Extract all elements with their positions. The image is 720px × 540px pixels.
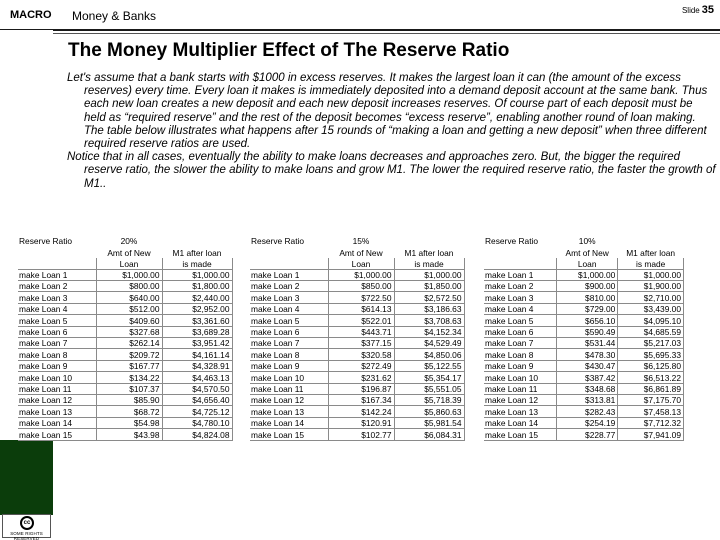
m1-amount: $5,718.39 <box>394 394 464 405</box>
reserve-table-10 <box>484 235 684 441</box>
loan-amount: $228.77 <box>557 429 618 440</box>
table-row <box>250 383 464 394</box>
loan-amount: $43.98 <box>96 429 162 440</box>
m1-amount: $3,186.63 <box>394 303 464 314</box>
loan-amount: $327.68 <box>96 326 162 337</box>
row-label: make Loan 13 <box>484 406 557 417</box>
col-loan-header-2: Loan <box>96 258 162 269</box>
creative-commons-badge <box>2 514 51 538</box>
loan-amount: $614.13 <box>328 303 394 314</box>
table-header-row-3 <box>18 258 232 269</box>
loan-amount: $729.00 <box>557 303 618 314</box>
table-row <box>18 360 232 371</box>
row-label: make Loan 9 <box>250 360 328 371</box>
table-row <box>18 303 232 314</box>
m1-amount: $3,951.42 <box>162 338 232 349</box>
table-row <box>18 406 232 417</box>
table-row <box>250 269 464 280</box>
table-row <box>250 394 464 405</box>
intro-text <box>67 72 717 191</box>
m1-amount: $6,125.80 <box>618 360 684 371</box>
row-label: make Loan 14 <box>250 417 328 428</box>
intro-paragraph-2: Notice that in all cases, eventually the ability to make loans decreases and approaches zero. But, the bigger the required reserve ratio, the slower the ability to make loans and grow M1. The lower the required reserve ratio, the faster the growth of M1.. <box>67 151 716 190</box>
row-label: make Loan 13 <box>18 406 96 417</box>
reserve-ratio-label: Reserve Ratio <box>251 236 305 247</box>
loan-amount: $377.15 <box>328 338 394 349</box>
loan-amount: $656.10 <box>557 315 618 326</box>
m1-amount: $7,175.70 <box>618 394 684 405</box>
table-row <box>18 372 232 383</box>
table-row <box>484 383 684 394</box>
cc-badge-text: SOME RIGHTS RESERVED <box>10 531 43 540</box>
loan-amount: $512.00 <box>96 303 162 314</box>
loan-amount: $107.37 <box>96 383 162 394</box>
col-loan-header-2: Loan <box>328 258 394 269</box>
row-label: make Loan 6 <box>250 326 328 337</box>
m1-amount: $4,328.91 <box>162 360 232 371</box>
m1-amount: $4,095.10 <box>618 315 684 326</box>
table-row <box>250 372 464 383</box>
row-label: make Loan 2 <box>18 281 96 292</box>
table-row <box>18 292 232 303</box>
table-row <box>484 292 684 303</box>
m1-amount: $2,440.00 <box>162 292 232 303</box>
m1-amount: $4,529.49 <box>394 338 464 349</box>
table-row <box>484 372 684 383</box>
reserve-ratio-value: 10% <box>578 236 596 247</box>
row-label: make Loan 14 <box>18 417 96 428</box>
row-label: make Loan 3 <box>250 292 328 303</box>
header-spacer <box>618 235 684 246</box>
cc-logo-icon: cc <box>20 516 34 530</box>
col-loan-header: Amt of New <box>565 247 609 258</box>
table-row <box>484 326 684 337</box>
row-label: make Loan 9 <box>484 360 557 371</box>
loan-amount: $348.68 <box>557 383 618 394</box>
header-spacer <box>484 246 557 257</box>
header-spacer <box>162 235 232 246</box>
m1-amount: $6,084.31 <box>394 429 464 440</box>
table-header-row-3 <box>484 258 684 269</box>
slide-number-value: 35 <box>701 4 714 16</box>
table-row <box>484 338 684 349</box>
m1-amount: $4,152.34 <box>394 326 464 337</box>
reserve-ratio-label: Reserve Ratio <box>485 236 539 247</box>
loan-amount: $209.72 <box>96 349 162 360</box>
row-label: make Loan 5 <box>484 315 557 326</box>
m1-amount: $2,710.00 <box>618 292 684 303</box>
m1-amount: $5,981.54 <box>394 417 464 428</box>
row-label: make Loan 10 <box>484 372 557 383</box>
col-loan-header: Amt of New <box>339 247 383 258</box>
slide-number <box>682 4 714 16</box>
row-label: make Loan 5 <box>18 315 96 326</box>
header-spacer <box>394 235 464 246</box>
row-label: make Loan 1 <box>250 269 328 280</box>
loan-amount: $254.19 <box>557 417 618 428</box>
row-label: make Loan 2 <box>484 281 557 292</box>
table-row <box>484 315 684 326</box>
col-loan-header-2: Loan <box>557 258 618 269</box>
col-m1-header: M1 after loan <box>626 247 676 258</box>
loan-amount: $1,000.00 <box>557 269 618 280</box>
table-row <box>484 281 684 292</box>
loan-amount: $272.49 <box>328 360 394 371</box>
row-label: make Loan 1 <box>484 269 557 280</box>
row-label: make Loan 8 <box>484 349 557 360</box>
loan-amount: $430.47 <box>557 360 618 371</box>
table-row <box>484 417 684 428</box>
table-row <box>484 349 684 360</box>
loan-amount: $522.01 <box>328 315 394 326</box>
table-row <box>18 315 232 326</box>
col-m1-header-2: is made <box>162 258 232 269</box>
row-label: make Loan 12 <box>484 394 557 405</box>
loan-amount: $282.43 <box>557 406 618 417</box>
header-spacer <box>18 258 96 269</box>
col-m1-header: M1 after loan <box>404 247 454 258</box>
row-label: make Loan 3 <box>18 292 96 303</box>
row-label: make Loan 2 <box>250 281 328 292</box>
row-label: make Loan 7 <box>18 338 96 349</box>
col-loan-header: Amt of New <box>107 247 151 258</box>
row-label: make Loan 7 <box>484 338 557 349</box>
table-row <box>250 360 464 371</box>
loan-amount: $102.77 <box>328 429 394 440</box>
table-header-row-2 <box>250 246 464 257</box>
slide-number-label: Slide <box>681 6 700 15</box>
m1-amount: $5,122.55 <box>394 360 464 371</box>
loan-amount: $313.81 <box>557 394 618 405</box>
reserve-ratio-value: 15% <box>352 236 370 247</box>
table-row <box>18 326 232 337</box>
table-row <box>18 349 232 360</box>
loan-amount: $1,000.00 <box>328 269 394 280</box>
table-row <box>250 406 464 417</box>
loan-amount: $320.58 <box>328 349 394 360</box>
col-m1-header-2: is made <box>394 258 464 269</box>
loan-amount: $900.00 <box>557 281 618 292</box>
m1-amount: $7,941.09 <box>618 429 684 440</box>
row-label: make Loan 11 <box>250 383 328 394</box>
table-row <box>18 269 232 280</box>
table-row <box>18 281 232 292</box>
m1-amount: $5,551.05 <box>394 383 464 394</box>
table-row <box>250 281 464 292</box>
m1-amount: $3,708.63 <box>394 315 464 326</box>
reserve-ratio-label: Reserve Ratio <box>19 236 73 247</box>
row-label: make Loan 9 <box>18 360 96 371</box>
table-row <box>484 360 684 371</box>
m1-amount: $4,570.50 <box>162 383 232 394</box>
row-label: make Loan 15 <box>18 429 96 440</box>
m1-amount: $7,458.13 <box>618 406 684 417</box>
m1-amount: $2,952.00 <box>162 303 232 314</box>
table-header-row-2 <box>484 246 684 257</box>
m1-amount: $5,695.33 <box>618 349 684 360</box>
table-row <box>250 303 464 314</box>
loan-amount: $196.87 <box>328 383 394 394</box>
m1-amount: $3,689.28 <box>162 326 232 337</box>
row-label: make Loan 11 <box>18 383 96 394</box>
table-row <box>18 417 232 428</box>
loan-amount: $85.90 <box>96 394 162 405</box>
reserve-table-15 <box>250 235 465 441</box>
loan-amount: $68.72 <box>96 406 162 417</box>
header-divider-thin <box>0 33 720 34</box>
m1-amount: $4,161.14 <box>162 349 232 360</box>
m1-amount: $4,685.59 <box>618 326 684 337</box>
row-label: make Loan 10 <box>250 372 328 383</box>
m1-amount: $4,656.40 <box>162 394 232 405</box>
m1-amount: $1,800.00 <box>162 281 232 292</box>
row-label: make Loan 4 <box>18 303 96 314</box>
table-row <box>18 383 232 394</box>
table-row <box>250 349 464 360</box>
table-row <box>250 292 464 303</box>
loan-amount: $167.34 <box>328 394 394 405</box>
loan-amount: $387.42 <box>557 372 618 383</box>
m1-amount: $5,217.03 <box>618 338 684 349</box>
m1-amount: $7,712.32 <box>618 417 684 428</box>
table-row <box>250 315 464 326</box>
row-label: make Loan 5 <box>250 315 328 326</box>
m1-amount: $5,354.17 <box>394 372 464 383</box>
table-row <box>250 338 464 349</box>
reserve-ratio-value: 20% <box>120 236 138 247</box>
table-row <box>484 269 684 280</box>
table-header-row-1 <box>18 235 232 246</box>
table-row <box>484 406 684 417</box>
m1-amount: $4,780.10 <box>162 417 232 428</box>
row-label: make Loan 8 <box>18 349 96 360</box>
table-row <box>250 326 464 337</box>
loan-amount: $142.24 <box>328 406 394 417</box>
loan-amount: $443.71 <box>328 326 394 337</box>
table-header-row-1 <box>250 235 464 246</box>
course-label: MACRO <box>10 9 52 21</box>
m1-amount: $4,725.12 <box>162 406 232 417</box>
loan-amount: $231.62 <box>328 372 394 383</box>
m1-amount: $3,439.00 <box>618 303 684 314</box>
row-label: make Loan 3 <box>484 292 557 303</box>
row-label: make Loan 10 <box>18 372 96 383</box>
loan-amount: $120.91 <box>328 417 394 428</box>
table-header-row-1 <box>484 235 684 246</box>
row-label: make Loan 4 <box>484 303 557 314</box>
m1-amount: $4,463.13 <box>162 372 232 383</box>
m1-amount: $6,861.89 <box>618 383 684 394</box>
loan-amount: $478.30 <box>557 349 618 360</box>
loan-amount: $850.00 <box>328 281 394 292</box>
row-label: make Loan 4 <box>250 303 328 314</box>
m1-amount: $4,824.08 <box>162 429 232 440</box>
loan-amount: $262.14 <box>96 338 162 349</box>
table-header-row-2 <box>18 246 232 257</box>
loan-amount: $590.49 <box>557 326 618 337</box>
reserve-table-20 <box>18 235 233 441</box>
header-divider <box>0 29 720 31</box>
m1-amount: $4,850.06 <box>394 349 464 360</box>
table-row <box>484 394 684 405</box>
row-label: make Loan 15 <box>250 429 328 440</box>
header-spacer <box>484 258 557 269</box>
sidebar-green-block <box>0 440 53 515</box>
table-row <box>484 429 684 440</box>
row-label: make Loan 7 <box>250 338 328 349</box>
m1-amount: $3,361.60 <box>162 315 232 326</box>
table-header-row-3 <box>250 258 464 269</box>
loan-amount: $531.44 <box>557 338 618 349</box>
header-spacer <box>250 258 328 269</box>
table-row <box>484 303 684 314</box>
table-row <box>18 394 232 405</box>
m1-amount: $6,513.22 <box>618 372 684 383</box>
row-label: make Loan 6 <box>18 326 96 337</box>
row-label: make Loan 14 <box>484 417 557 428</box>
m1-amount: $1,000.00 <box>618 269 684 280</box>
loan-amount: $810.00 <box>557 292 618 303</box>
m1-amount: $1,900.00 <box>618 281 684 292</box>
row-label: make Loan 8 <box>250 349 328 360</box>
topic-label: Money & Banks <box>72 9 157 23</box>
row-label: make Loan 11 <box>484 383 557 394</box>
m1-amount: $5,860.63 <box>394 406 464 417</box>
loan-amount: $134.22 <box>96 372 162 383</box>
col-m1-header-2: is made <box>618 258 684 269</box>
row-label: make Loan 1 <box>18 269 96 280</box>
header-spacer <box>250 246 328 257</box>
loan-amount: $800.00 <box>96 281 162 292</box>
row-label: make Loan 12 <box>250 394 328 405</box>
loan-amount: $167.77 <box>96 360 162 371</box>
m1-amount: $1,000.00 <box>162 269 232 280</box>
loan-amount: $640.00 <box>96 292 162 303</box>
col-m1-header: M1 after loan <box>172 247 222 258</box>
m1-amount: $1,000.00 <box>394 269 464 280</box>
row-label: make Loan 6 <box>484 326 557 337</box>
loan-amount: $409.60 <box>96 315 162 326</box>
table-row <box>250 417 464 428</box>
header-spacer <box>18 246 96 257</box>
loan-amount: $54.98 <box>96 417 162 428</box>
table-row <box>18 338 232 349</box>
m1-amount: $2,572.50 <box>394 292 464 303</box>
intro-paragraph-1: Let's assume that a bank starts with $1000 in excess reserves. It makes the largest loan it can (the amount of the excess reserves) every time. Every loan it makes is immediately deposited into a demand deposit account at the same bank. Thus each new loan creates a new deposit and each new deposit increases reserves. Of course part of each deposit must be held as “required reserve” and the rest of the deposit becomes “excess reserve”, enabling another round of loan making. The table below illustrates what happens after 15 rounds of “making a loan and getting a new deposit” when three different required reserve ratios are used. <box>67 72 708 151</box>
loan-amount: $1,000.00 <box>96 269 162 280</box>
row-label: make Loan 13 <box>250 406 328 417</box>
row-label: make Loan 12 <box>18 394 96 405</box>
table-row <box>18 429 232 440</box>
slide-title: The Money Multiplier Effect of The Reserve Ratio <box>68 40 510 61</box>
row-label: make Loan 15 <box>484 429 557 440</box>
loan-amount: $722.50 <box>328 292 394 303</box>
table-row <box>250 429 464 440</box>
m1-amount: $1,850.00 <box>394 281 464 292</box>
